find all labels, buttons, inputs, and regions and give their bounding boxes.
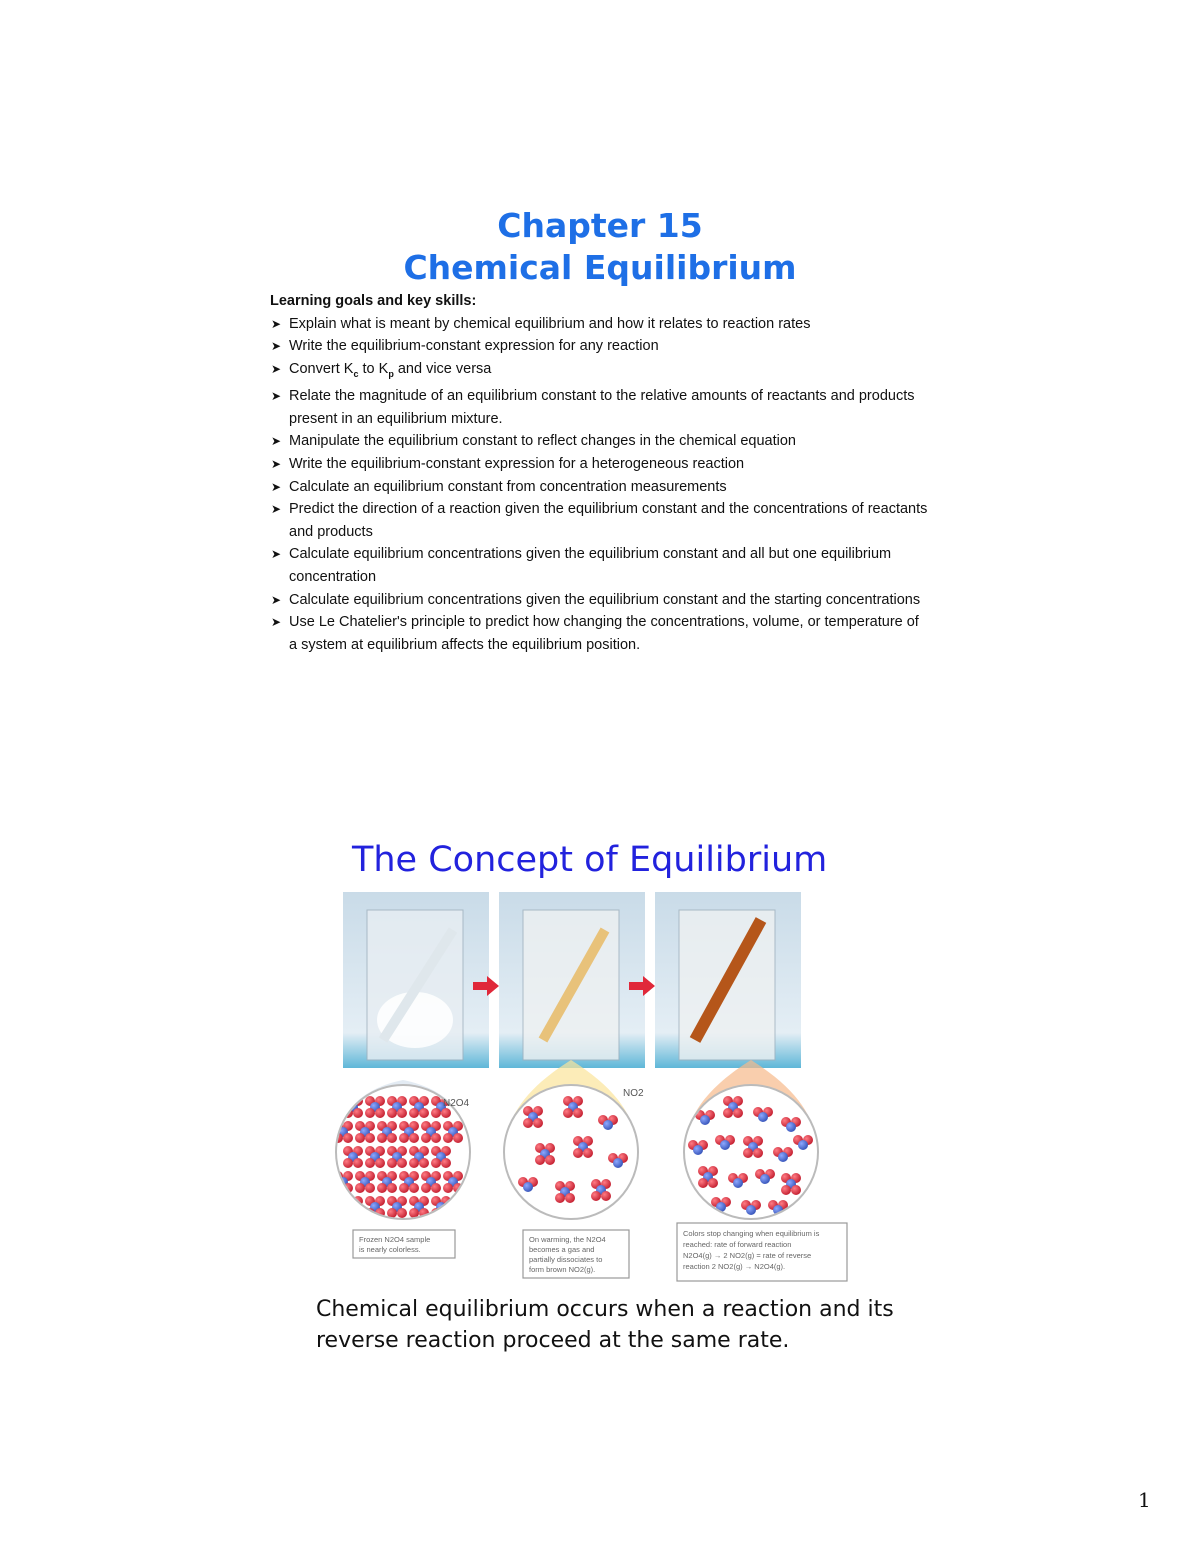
chapter-title: Chemical Equilibrium [403,248,797,287]
caption-3-line: N2O4(g) → 2 NO2(g) = rate of reverse [683,1251,812,1260]
caption-2-line: partially dissociates to [529,1255,603,1264]
goal-item: ➤ Explain what is meant by chemical equilibrium and how it relates to reaction rates [270,313,930,336]
photo-equilibrium [655,892,801,1068]
arrow-bullet-icon: ➤ [271,615,282,630]
arrow-bullet-icon: ➤ [271,547,282,562]
learning-goals-heading: Learning goals and key skills: [270,293,477,309]
caption-3-line: reached: rate of forward reaction [683,1240,792,1249]
photo-warming [499,892,645,1068]
learning-goals [270,290,930,656]
caption-box-1 [353,1230,455,1258]
arrow-bullet-icon: ➤ [271,434,282,449]
label-no2: NO2 [623,1088,644,1099]
slide-title: The Concept of Equilibrium [352,840,828,880]
goal-item: ➤ Calculate an equilibrium constant from concentration measurements [270,476,930,499]
caption-2-line: becomes a gas and [529,1245,595,1254]
arrow-bullet-icon: ➤ [271,479,282,494]
goal-item: ➤ Manipulate the equilibrium constant to reflect changes in the chemical equation [270,430,930,453]
arrow-bullet-icon: ➤ [271,316,282,331]
caption-3-line: reaction 2 NO2(g) → N2O4(g). [683,1262,786,1271]
goal-text-kc: Convert $K_c$ to $K_p$ and vice versa [289,360,492,379]
arrow-bullet-icon: ➤ [271,339,282,354]
page-number: 1 [1138,1488,1151,1512]
slide-caption: Chemical equilibrium occurs when a reaction and its reverse reaction proceed at the same rate. [316,1297,894,1353]
goal-item: ➤ Calculate equilibrium concentrations given the equilibrium constant and the starting concentrations [270,589,930,612]
arrow-bullet-icon: ➤ [271,457,282,472]
goal-item: ➤ Write the equilibrium-constant expression for any reaction [270,335,930,358]
goal-item: ➤ Write the equilibrium-constant expression for a heterogeneous reaction [270,453,930,476]
arrow-bullet-icon: ➤ [271,361,282,376]
arrow-bullet-icon: ➤ [271,592,282,607]
arrow-bullet-icon: ➤ [271,502,282,517]
goal-item: ➤ Relate the magnitude of an equilibrium constant to the relative amounts of reactants and products present in an equilibrium mixture. [270,385,930,430]
chapter-heading: Chapter 15 [497,206,703,245]
caption-2-line: On warming, the N2O4 [529,1235,606,1244]
goal-item: ➤ Use Le Chatelier's principle to predict how changing the concentrations, volume, or temperature of a system at equilibrium affects the equilibrium position. [270,611,930,656]
caption-3-line: Colors stop changing when equilibrium is [683,1229,820,1238]
goal-item: ➤ Calculate equilibrium concentrations given the equilibrium constant and all but one equilibrium concentration [270,543,930,588]
goal-item: ➤ Predict the direction of a reaction given the equilibrium constant and the concentrations of reactants and products [270,498,930,543]
caption-1-line: Frozen N2O4 sample [359,1235,431,1244]
learning-goals-list [270,313,930,657]
equilibrium-figure [333,890,863,1290]
caption-1-line: is nearly colorless. [359,1245,421,1254]
n2o4-crystal-molecules [333,1096,463,1218]
goal-item [270,358,930,385]
photo-frozen [343,892,489,1068]
caption-2-line: form brown NO2(g). [529,1265,596,1274]
caption-box-3 [677,1223,847,1281]
caption-box-2 [523,1230,629,1278]
arrow-bullet-icon: ➤ [271,389,282,404]
label-n2o4: N2O4 [443,1098,470,1109]
